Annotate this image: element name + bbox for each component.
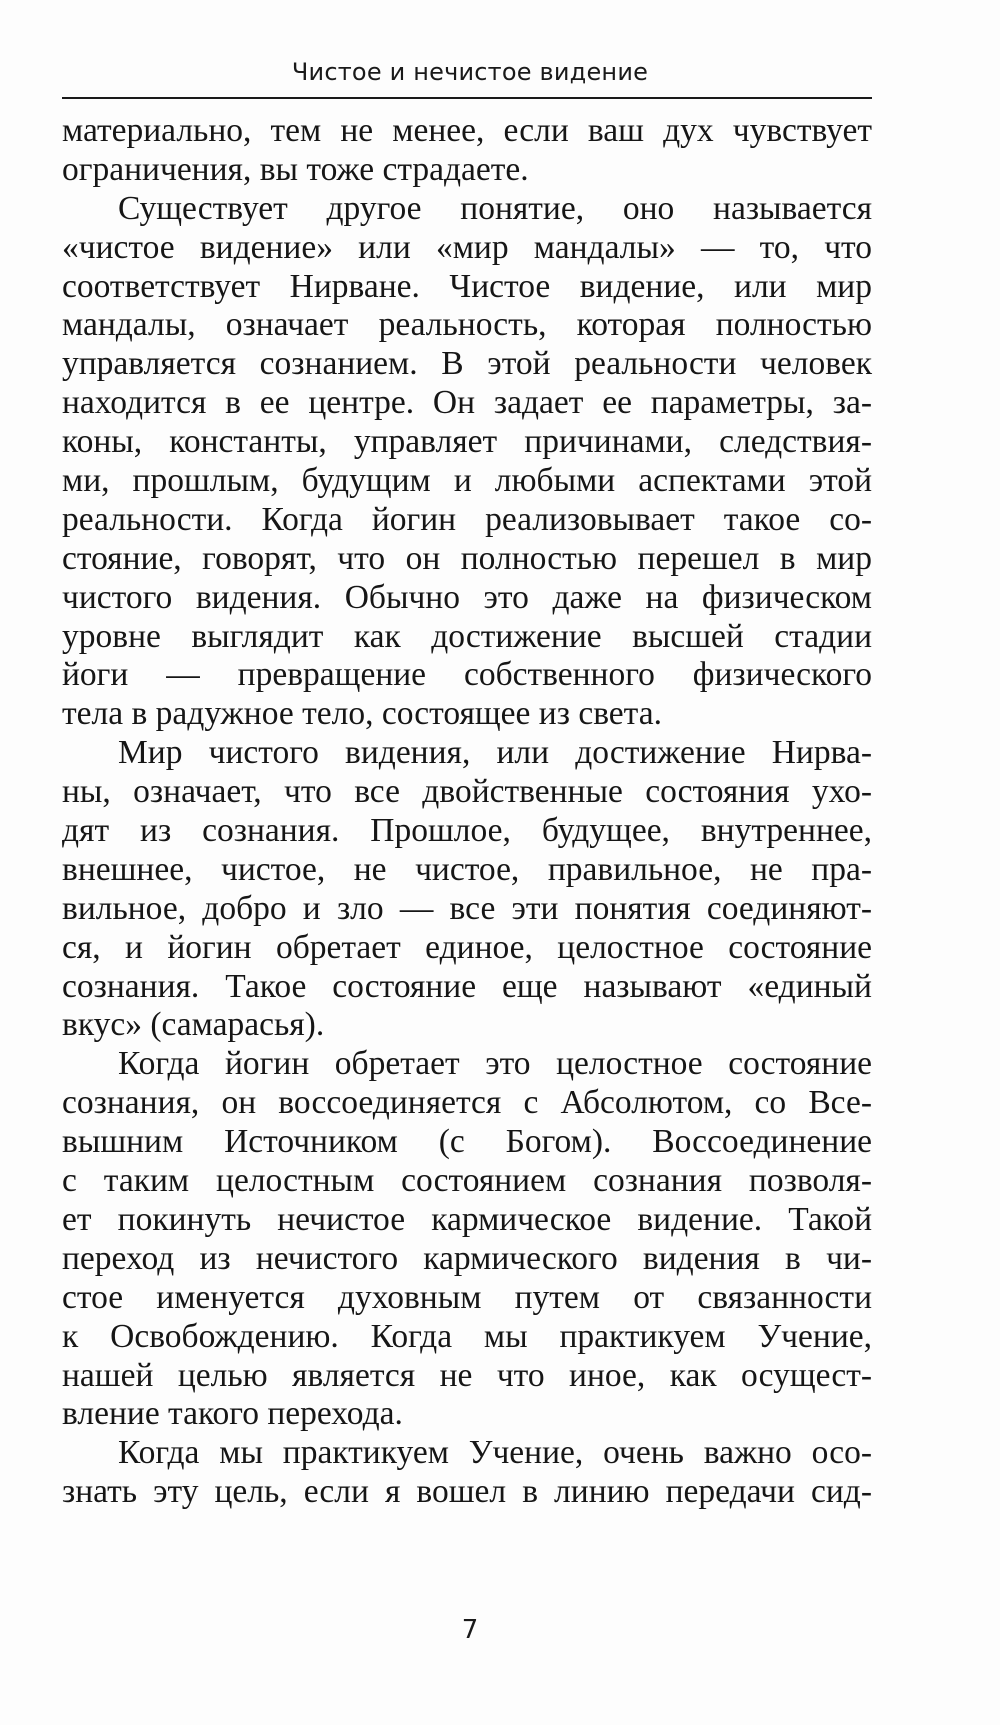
text-line: сознания, он воссоединяется с Абсолютом, со Все- <box>62 1084 872 1122</box>
page-number: 7 <box>461 1615 479 1645</box>
text-line: ограничения, вы тоже страдаете. <box>62 150 529 188</box>
text-line: йоги — превращение собственного физического <box>62 656 872 694</box>
text-line: дят из сознания. Прошлое, будущее, внутреннее, <box>62 812 872 850</box>
text-line: внешнее, чистое, не чистое, правильное, не пра- <box>62 850 872 888</box>
text-line: знать эту цель, если я вошел в линию передачи сид- <box>62 1473 872 1511</box>
text-line: вышним Источником (с Богом). Воссоединение <box>62 1123 872 1161</box>
text-line: Существует другое понятие, оно называется <box>118 189 872 227</box>
text-line: Когда мы практикуем Учение, очень важно осо- <box>118 1434 872 1472</box>
text-line: уровне выглядит как достижение высшей стадии <box>62 617 872 655</box>
text-line: чистого видения. Обычно это даже на физическом <box>62 578 872 616</box>
text-line: сознания. Такое состояние еще называют «единый <box>62 967 872 1005</box>
body-text <box>62 112 872 1512</box>
text-line: материально, тем не менее, если ваш дух чувствует <box>62 112 872 149</box>
text-line: Когда йогин обретает это целостное состояние <box>118 1045 872 1083</box>
text-line: тела в радужное тело, состоящее из света. <box>62 695 662 733</box>
text-line: вильное, добро и зло — все эти понятия соединяют- <box>62 889 872 927</box>
text-line: мандалы, означает реальность, которая полностью <box>62 306 872 344</box>
text-line: ми, прошлым, будущим и любыми аспектами этой <box>62 462 872 500</box>
text-line: вкус» (самарасья). <box>62 1006 325 1044</box>
text-line: стояние, говорят, что он полностью перешел в мир <box>62 539 872 577</box>
running-header: Чистое и нечистое видение <box>291 58 649 86</box>
text-line: вление такого перехода. <box>62 1395 403 1433</box>
text-line: с таким целостным состоянием сознания позволя- <box>62 1162 872 1200</box>
text-line: Мир чистого видения, или достижение Нирва- <box>118 734 872 772</box>
text-line: управляется сознанием. В этой реальности человек <box>62 345 872 383</box>
text-line: «чистое видение» или «мир мандалы» — то, что <box>62 228 872 266</box>
text-line: стое именуется духовным путем от связанности <box>62 1278 872 1316</box>
text-line: ны, означает, что все двойственные состояния ухо- <box>62 773 872 811</box>
text-line: нашей целью является не что иное, как осущест- <box>62 1356 872 1394</box>
text-line: к Освобождению. Когда мы практикуем Учение, <box>62 1317 872 1355</box>
text-line: коны, константы, управляет причинами, следствия- <box>62 423 872 461</box>
text-line: ет покинуть нечистое кармическое видение. Такой <box>62 1200 872 1238</box>
text-line: переход из нечистого кармического видения в чи- <box>62 1239 872 1277</box>
header-rule <box>62 97 872 99</box>
text-line: соответствует Нирване. Чистое видение, или мир <box>62 267 872 305</box>
text-line: ся, и йогин обретает единое, целостное состояние <box>62 928 872 966</box>
text-line: реальности. Когда йогин реализовывает такое со- <box>62 500 872 538</box>
text-line: находится в ее центре. Он задает ее параметры, за- <box>62 384 872 422</box>
